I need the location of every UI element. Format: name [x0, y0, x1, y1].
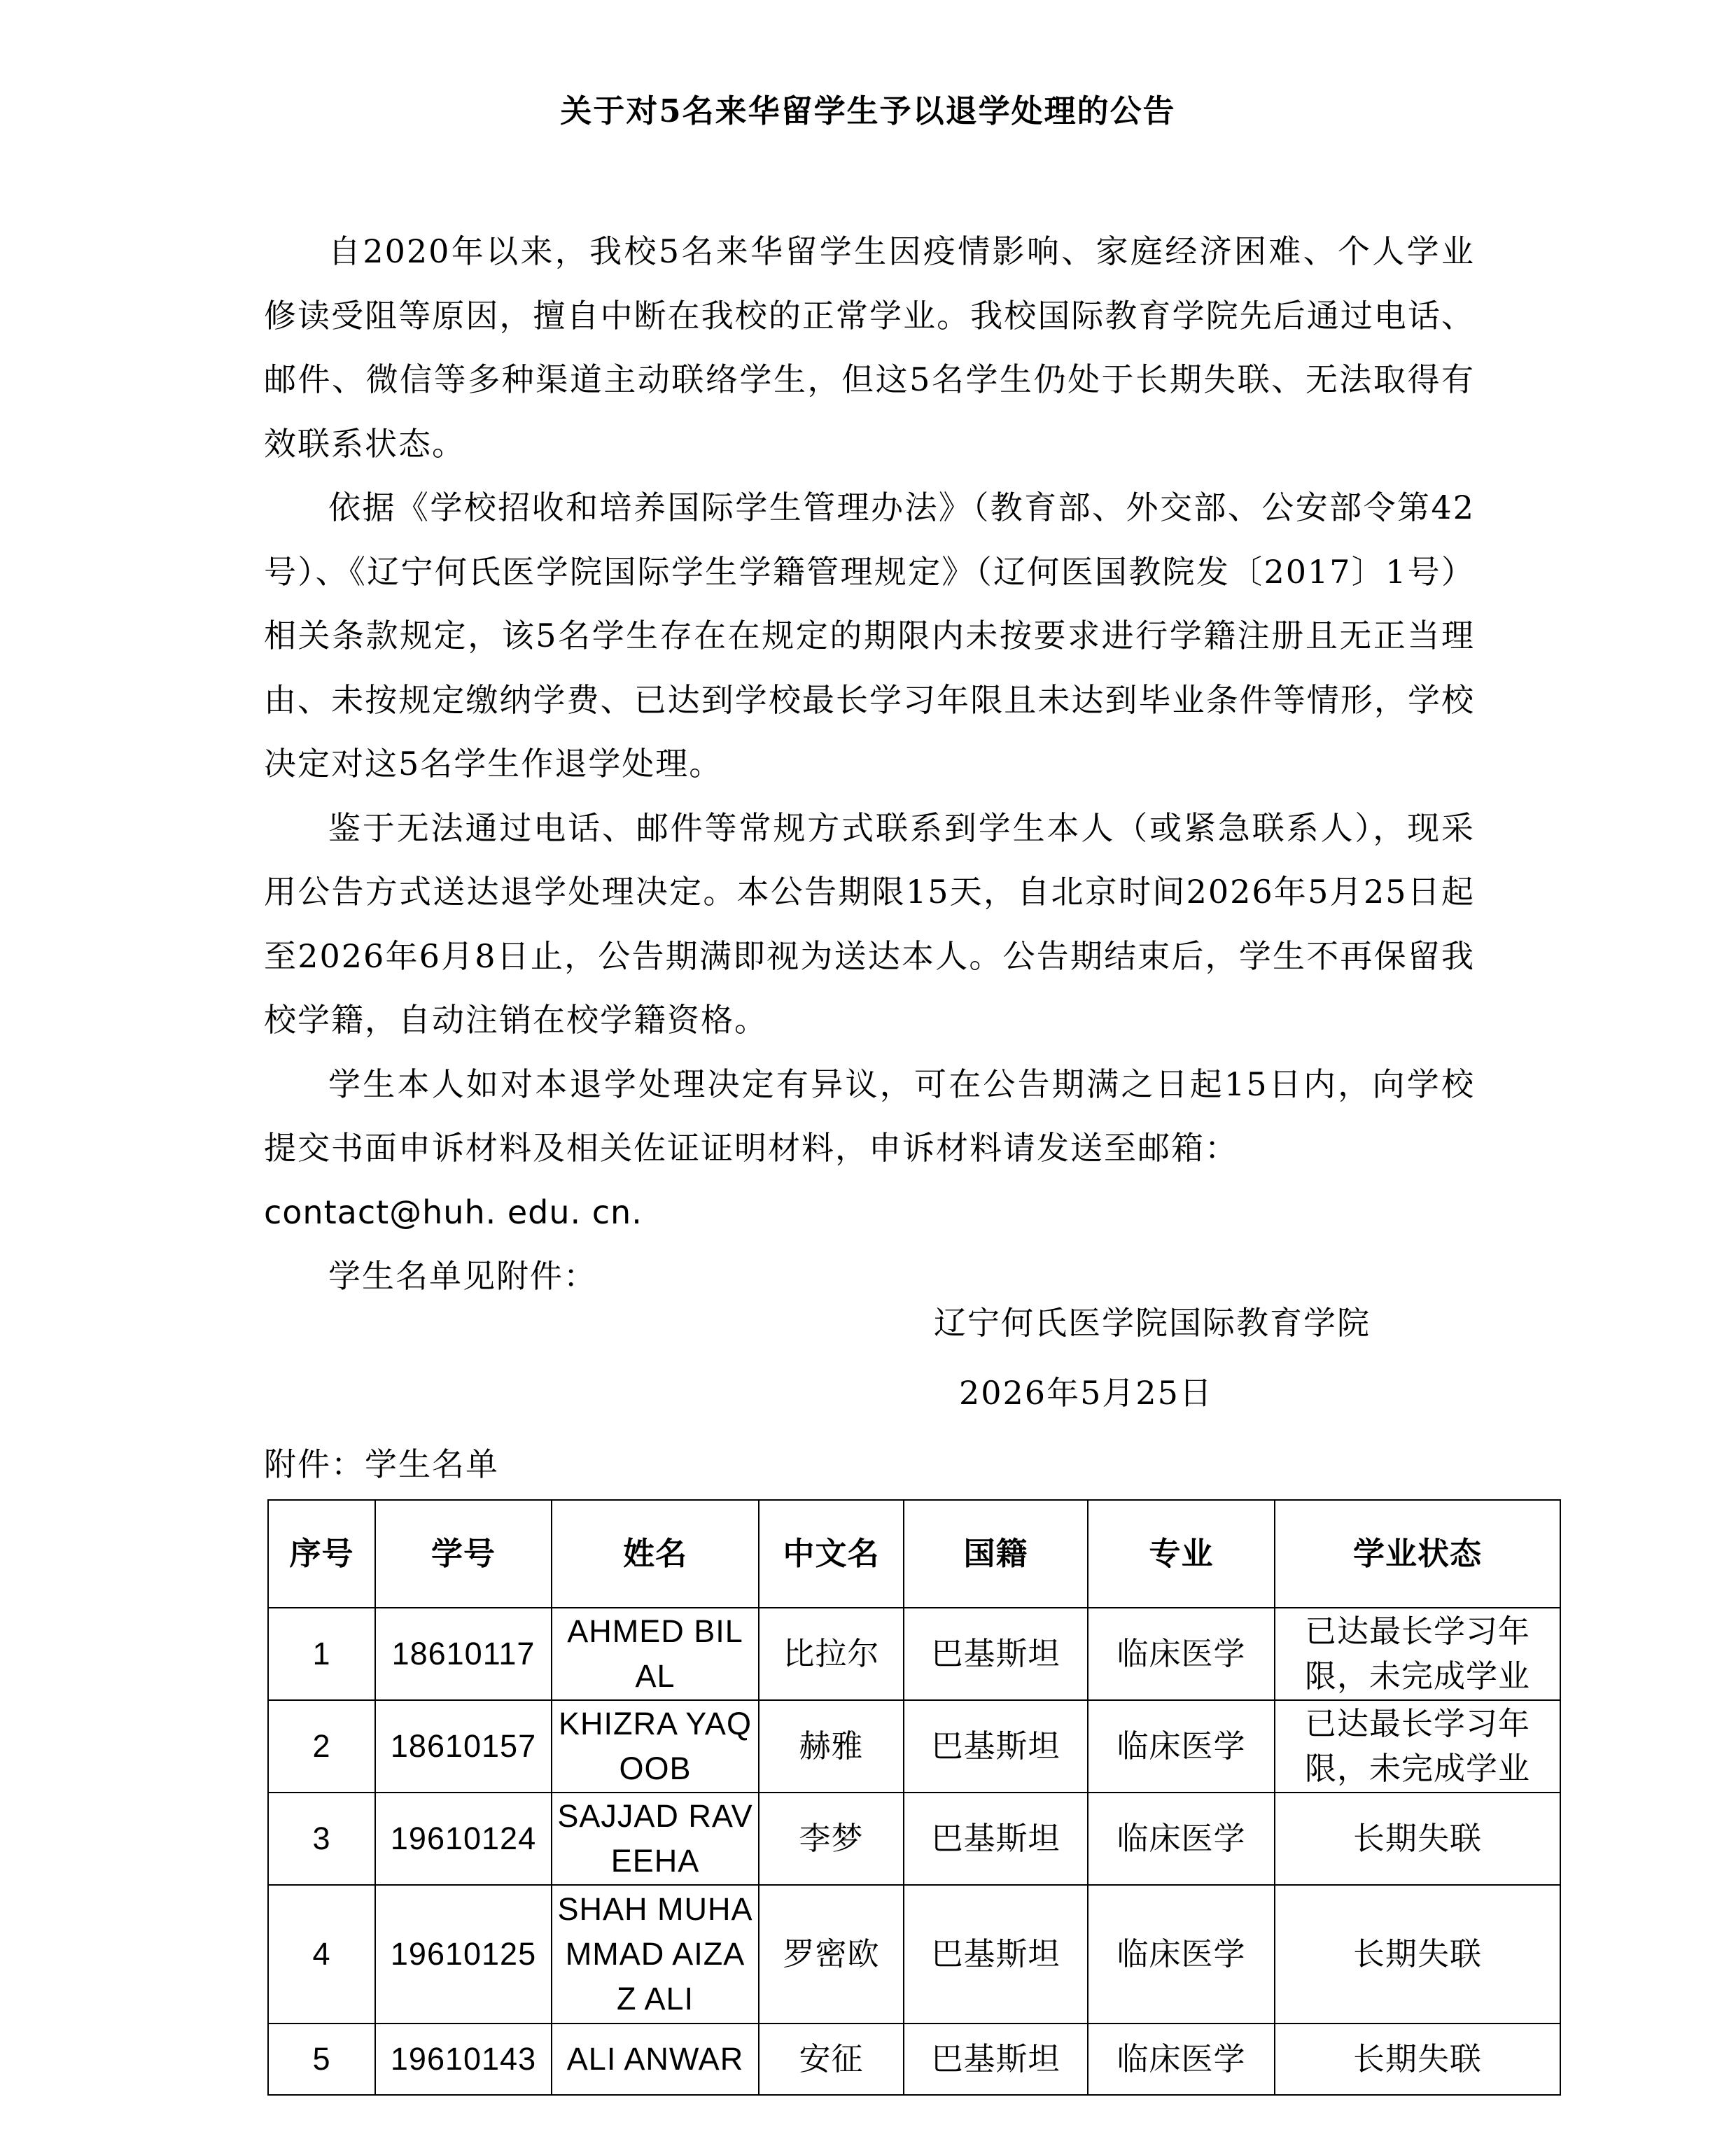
cell-seq: 3	[268, 1793, 375, 1885]
cell-seq: 4	[268, 1885, 375, 2024]
table-row	[268, 1793, 1560, 1885]
header-nationality: 国籍	[904, 1500, 1088, 1608]
cell-major: 临床医学	[1088, 1700, 1275, 1793]
cell-nationality: 巴基斯坦	[904, 2024, 1088, 2095]
cell-major: 临床医学	[1088, 1885, 1275, 2024]
header-name: 姓名	[552, 1500, 759, 1608]
attachment-label: 附件：学生名单	[264, 1445, 499, 1483]
cell-seq: 1	[268, 1608, 375, 1700]
cell-name: SHAH MUHAMMAD AIZAZ ALI	[552, 1885, 759, 2024]
cell-nationality: 巴基斯坦	[904, 1885, 1088, 2024]
cell-major: 临床医学	[1088, 1608, 1275, 1700]
cell-major: 临床医学	[1088, 1793, 1275, 1885]
header-status: 学业状态	[1275, 1500, 1560, 1608]
paragraph-background: 自2020年以来，我校5名来华留学生因疫情影响、家庭经济困难、个人学业修读受阻等原因，擅自中断在我校的正常学业。我校国际教育学院先后通过电话、邮件、微信等多种渠道主动联络学生，但这5名学生仍处于长期失联、无法取得有效联系状态。	[264, 232, 1475, 463]
table-row	[268, 1608, 1560, 1700]
cell-status: 长期失联	[1275, 2024, 1560, 2095]
table-row	[268, 1885, 1560, 2024]
cell-nationality: 巴基斯坦	[904, 1608, 1088, 1700]
document-body	[264, 220, 1475, 1309]
cell-chinese-name: 比拉尔	[759, 1608, 904, 1700]
cell-status: 已达最长学习年限，未完成学业	[1275, 1608, 1560, 1700]
cell-name: AHMED BILAL	[552, 1608, 759, 1700]
table-row	[268, 1700, 1560, 1793]
header-student-id: 学号	[375, 1500, 552, 1608]
cell-chinese-name: 赫雅	[759, 1700, 904, 1793]
cell-major: 临床医学	[1088, 2024, 1275, 2095]
cell-student-id: 18610117	[375, 1608, 552, 1700]
cell-nationality: 巴基斯坦	[904, 1793, 1088, 1885]
paragraph-service: 鉴于无法通过电话、邮件等常规方式联系到学生本人（或紧急联系人），现采用公告方式送达退学处理决定。本公告期限15天，自北京时间2026年5月25日起至2026年6月8日止，公告期满即视为送达本人。公告期结束后，学生不再保留我校学籍，自动注销在校学籍资格。	[264, 808, 1475, 1039]
cell-name: SAJJAD RAVEEHA	[552, 1793, 759, 1885]
student-list-table	[267, 1499, 1561, 2096]
cell-student-id: 19610125	[375, 1885, 552, 2024]
cell-student-id: 18610157	[375, 1700, 552, 1793]
cell-nationality: 巴基斯坦	[904, 1700, 1088, 1793]
header-seq: 序号	[268, 1500, 375, 1608]
cell-seq: 5	[268, 2024, 375, 2095]
signature-organization: 辽宁何氏医学院国际教育学院	[934, 1304, 1371, 1342]
appeal-email: contact@huh. edu. cn.	[264, 1193, 643, 1231]
document-title: 关于对5名来华留学生予以退学处理的公告	[560, 92, 1176, 129]
table-header-row	[268, 1500, 1560, 1608]
cell-status: 长期失联	[1275, 1885, 1560, 2024]
attachment-note: 学生名单见附件：	[328, 1257, 597, 1295]
paragraph-basis: 依据《学校招收和培养国际学生管理办法》（教育部、外交部、公安部令第42号）、《辽宁何氏医学院国际学生学籍管理规定》（辽何医国教院发〔2017〕1号）相关条款规定，该5名学生存在在规定的期限内未按要求进行学籍注册且无正当理由、未按规定缴纳学费、已达到学校最长学习年限且未达到毕业条件等情形，学校决定对这5名学生作退学处理。	[264, 489, 1475, 783]
cell-status: 已达最长学习年限，未完成学业	[1275, 1700, 1560, 1793]
cell-name: ALI ANWAR	[552, 2024, 759, 2095]
header-major: 专业	[1088, 1500, 1275, 1608]
paragraph-appeal: 学生本人如对本退学处理决定有异议，可在公告期满之日起15日内，向学校提交书面申诉材料及相关佐证证明材料，申诉材料请发送至邮箱：	[264, 1065, 1475, 1167]
cell-chinese-name: 安征	[759, 2024, 904, 2095]
cell-student-id: 19610143	[375, 2024, 552, 2095]
signature-date: 2026年5月25日	[959, 1374, 1213, 1412]
header-chinese-name: 中文名	[759, 1500, 904, 1608]
cell-seq: 2	[268, 1700, 375, 1793]
cell-status: 长期失联	[1275, 1793, 1560, 1885]
cell-student-id: 19610124	[375, 1793, 552, 1885]
cell-chinese-name: 罗密欧	[759, 1885, 904, 2024]
table-row	[268, 2024, 1560, 2095]
cell-name: KHIZRA YAQOOB	[552, 1700, 759, 1793]
cell-chinese-name: 李梦	[759, 1793, 904, 1885]
